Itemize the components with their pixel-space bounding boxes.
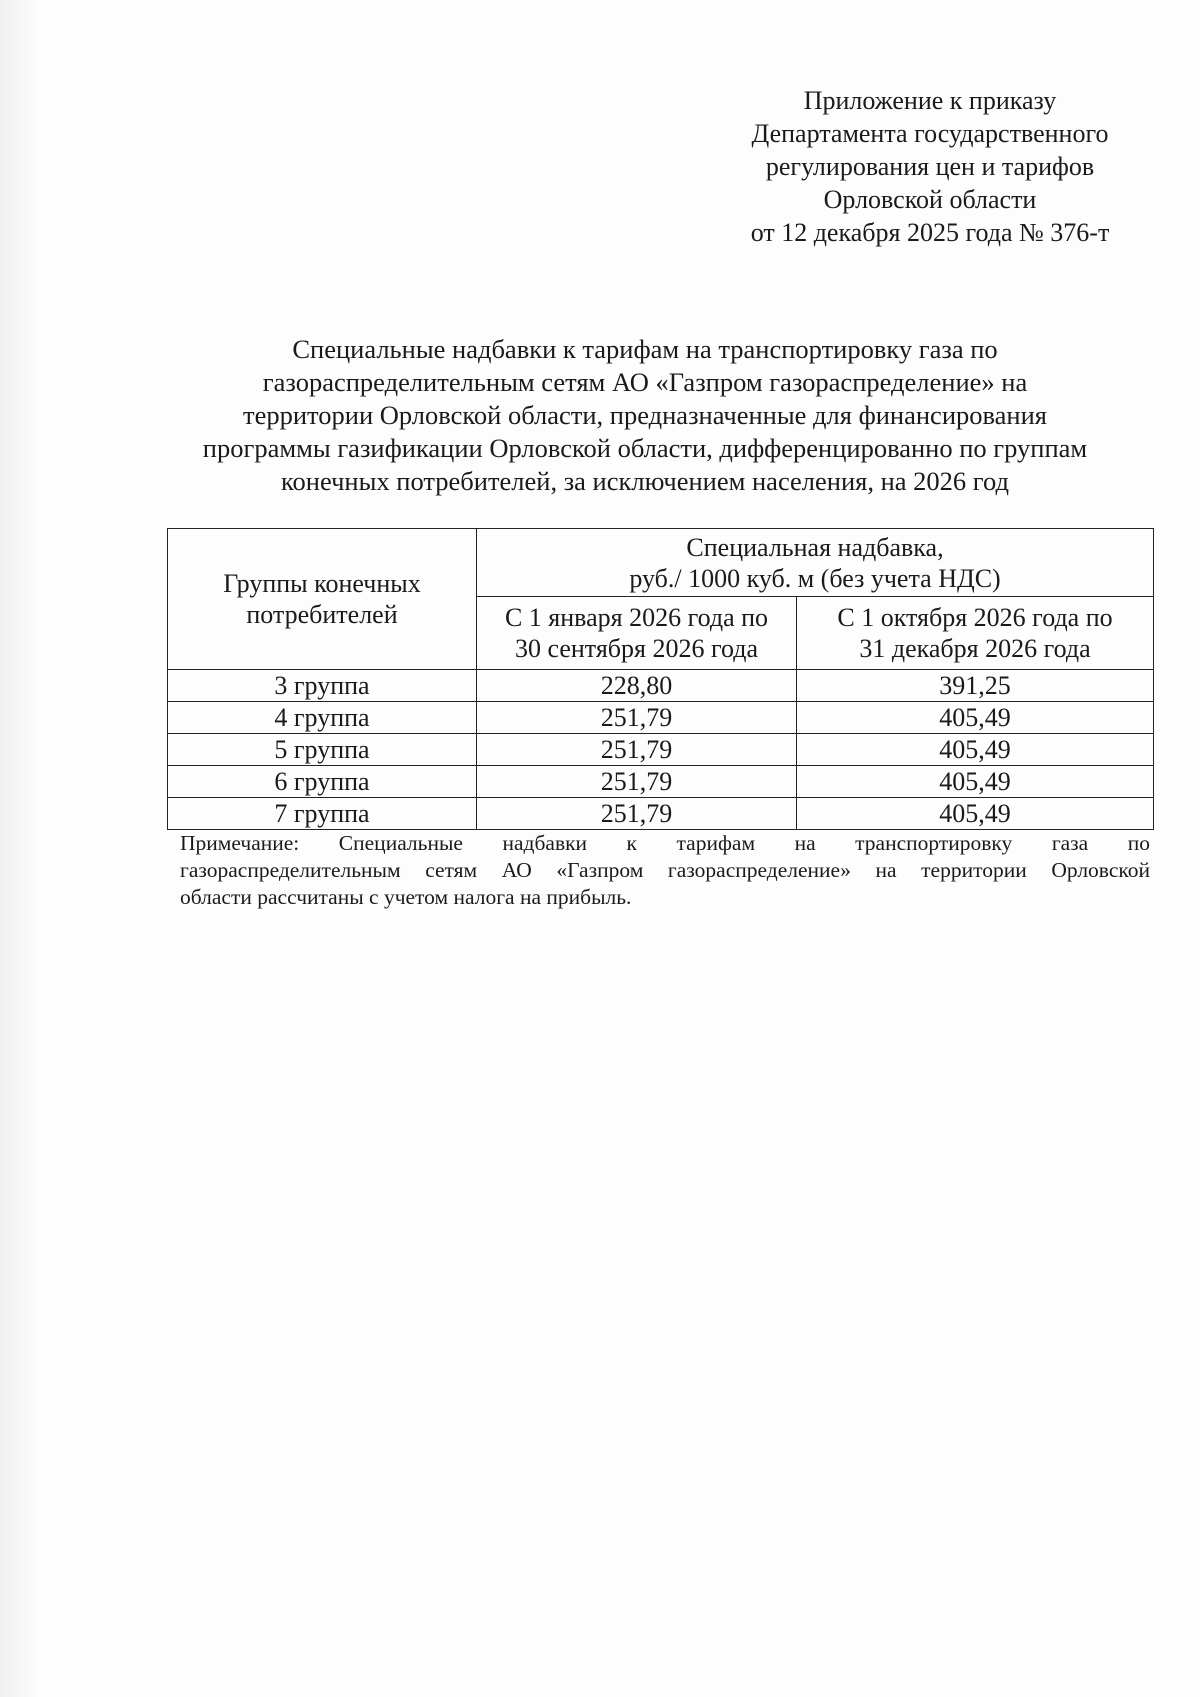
table-note <box>180 830 1150 911</box>
table-row <box>168 798 1154 830</box>
period1-value-cell: 251,79 <box>477 798 797 830</box>
header-text: С 1 октября 2026 года по <box>837 603 1113 633</box>
group-cell: 6 группа <box>168 766 477 798</box>
period1-value-cell: 228,80 <box>477 670 797 702</box>
table-row <box>168 766 1154 798</box>
title-line: территории Орловской области, предназначенные для финансирования <box>243 400 1047 430</box>
header-line: Департамента государственного <box>751 119 1109 148</box>
group-cell: 7 группа <box>168 798 477 830</box>
document-title <box>150 333 1140 498</box>
header-text: 31 декабря 2026 года <box>859 634 1091 664</box>
header-text: 30 сентября 2026 года <box>514 634 758 664</box>
table-row <box>168 670 1154 702</box>
period1-value-cell: 251,79 <box>477 702 797 734</box>
period2-value-cell: 405,49 <box>797 702 1154 734</box>
note-line: газораспределительным сетям АО «Газпром газораспределение» на территории Орловской <box>180 858 1150 882</box>
header-text: Группы конечных <box>223 569 421 598</box>
note-line: области рассчитаны с учетом налога на прибыль. <box>180 885 632 909</box>
table-row <box>168 702 1154 734</box>
table-row <box>168 734 1154 766</box>
group-cell: 4 группа <box>168 702 477 734</box>
group-cell: 5 группа <box>168 734 477 766</box>
note-line: Примечание: Специальные надбавки к тарифам на транспортировку газа по <box>180 831 1150 855</box>
period1-value-cell: 251,79 <box>477 734 797 766</box>
surcharge-table <box>167 528 1154 830</box>
header-text: С 1 января 2026 года по <box>504 603 769 633</box>
period2-value-cell: 405,49 <box>797 766 1154 798</box>
group-cell: 3 группа <box>168 670 477 702</box>
surcharge-header <box>477 529 1154 597</box>
consumer-group-header <box>168 529 477 670</box>
header-text: руб./ 1000 куб. м (без учета НДС) <box>629 563 1001 593</box>
title-line: газораспределительным сетям АО «Газпром газораспределение» на <box>262 367 1028 397</box>
period2-value-cell: 405,49 <box>797 734 1154 766</box>
period1-header <box>477 597 797 670</box>
title-line: Специальные надбавки к тарифам на транспортировку газа по <box>292 334 998 364</box>
period2-header <box>797 597 1154 670</box>
period1-value-cell: 251,79 <box>477 766 797 798</box>
header-text: Специальная надбавка, <box>686 532 944 562</box>
order-reference-block <box>690 84 1170 249</box>
scan-edge-shadow <box>0 0 40 1697</box>
title-line: программы газификации Орловской области, дифференцированно по группам <box>202 433 1088 463</box>
period2-value-cell: 405,49 <box>797 798 1154 830</box>
header-line: Орловской области <box>823 185 1037 214</box>
title-line: конечных потребителей, за исключением населения, на 2026 год <box>281 466 1009 496</box>
header-text: потребителей <box>246 600 398 629</box>
header-line: регулирования цен и тарифов <box>765 152 1095 181</box>
header-line: от 12 декабря 2025 года № 376-т <box>750 218 1110 247</box>
table-header-row <box>168 529 1154 597</box>
header-line: Приложение к приказу <box>803 86 1057 115</box>
period2-value-cell: 391,25 <box>797 670 1154 702</box>
